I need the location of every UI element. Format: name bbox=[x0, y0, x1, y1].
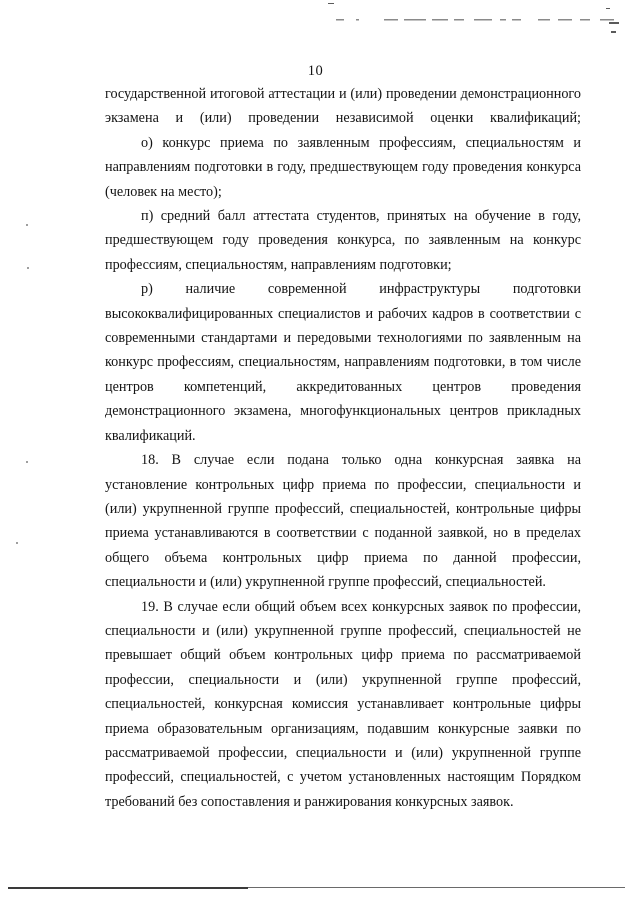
paragraph-18: 18. В случае если подана только одна конкурсная заявка на установление контрольных цифр приема по профессии, специальности и (или) укрупненной группе профессий, специальностей, контрольные цифры приема устанавливаются в соответствии с поданной заявкой, но в пределах общего объема контрольных цифр приема по данной профессии, специальности и (или) укрупненной группе профессий, специальностей. bbox=[105, 452, 581, 591]
page-bottom-edge-shadow bbox=[8, 887, 248, 889]
document-body bbox=[105, 82, 581, 814]
paragraph-item-r: р) наличие современной инфраструктуры подготовки высококвалифицированных специалистов и рабочих кадров в соответствии с современными стандартами и передовыми технологиями по заявленным на конкурс профессиям, специальностям, направлениям подготовки, в том числе центров компетенций, аккредитованных центров проведения демонстрационного экзамена, многофункциональных центров прикладных квалификаций. bbox=[105, 281, 581, 444]
paragraph-continuation: государственной итоговой аттестации и (или) проведении демонстрационного экзамена и (или) проведении независимой оценки квалификаций; bbox=[105, 86, 581, 127]
paragraph-item-o: о) конкурс приема по заявленным профессиям, специальностям и направлениям подготовки в году, предшествующем году проведения конкурса (человек на место); bbox=[105, 134, 581, 200]
page-number: 10 bbox=[307, 63, 324, 79]
paragraph-19: 19. В случае если общий объем всех конкурсных заявок по профессии, специальности и (или) укрупненной группе профессий, специальностей не превышает общий объем контрольных цифр приема по рассматриваемой профессии, специальности и (или) укрупненной группе профессий, специальностей, конкурсная комиссия устанавливает контрольные цифры приема образовательным организациям, подавшим конкурсные заявки по рассматриваемой профессии, специальности и (или) укрупненной группе профессий, специальностей, с учетом установленных настоящим Порядком требований без сопоставления и ранжирования конкурсных заявок. bbox=[105, 598, 581, 810]
paragraph-item-p: п) средний балл аттестата студентов, принятых на обучение в году, предшествующем году проведения конкурса, по заявленным на конкурс профессиям, специальностям, направлениям подготовки; bbox=[105, 208, 581, 273]
